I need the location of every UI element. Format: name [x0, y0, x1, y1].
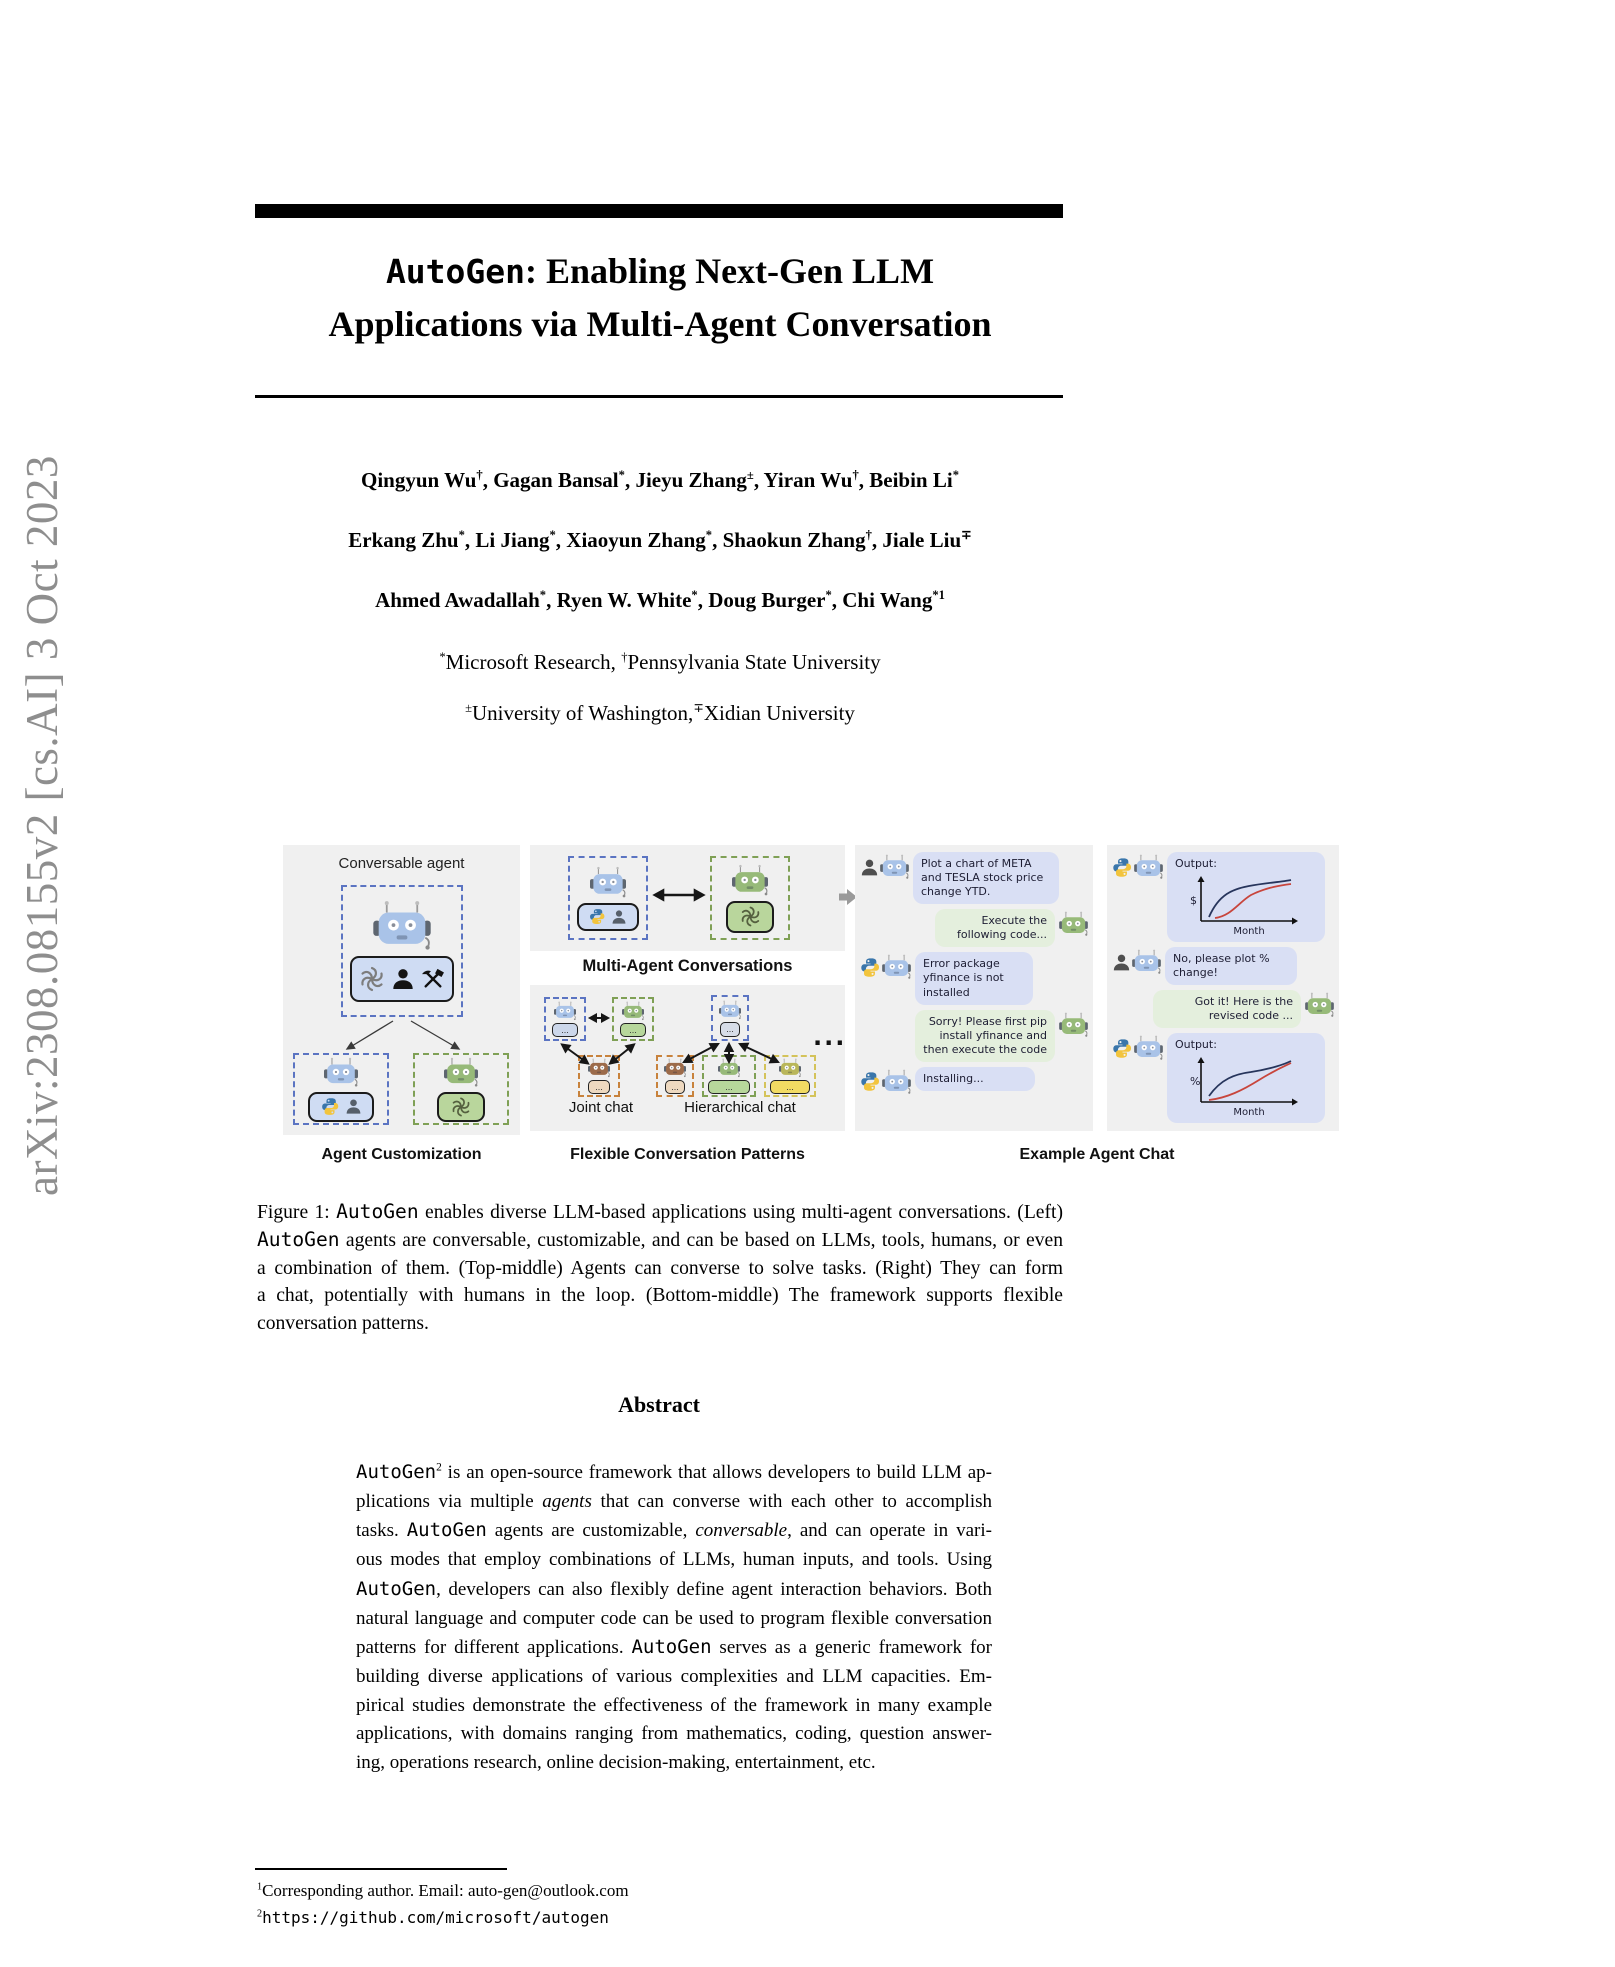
text-line	[356, 1720, 992, 1749]
text-segment: Corresponding author. Email: auto-gen@outlook.com	[262, 1881, 629, 1900]
avatar-group	[1059, 909, 1088, 937]
text-segment: AutoGen	[356, 1577, 437, 1600]
ellipsis-label: ...	[813, 1023, 847, 1051]
robot-green-icon	[718, 1058, 740, 1078]
text-line	[356, 1488, 992, 1517]
panel-chat-1	[855, 845, 1093, 1131]
python-person-pill	[308, 1092, 374, 1122]
robot-blue-icon	[1134, 854, 1163, 880]
text-segment: applications, with domains ranging from mathematics, coding, question answer-	[356, 1723, 992, 1745]
robot-blue-icon	[880, 854, 909, 880]
joint-agent-green	[612, 997, 654, 1041]
chat-bubble	[1165, 947, 1297, 985]
mini-msg-box: ...	[620, 1023, 646, 1037]
text-segment: Xidian University	[703, 701, 855, 725]
capability-pill	[350, 956, 454, 1002]
python-person-pill	[577, 903, 639, 931]
mini-msg-box: ...	[665, 1080, 685, 1094]
text-segment: , Gagan Bansal	[482, 468, 619, 492]
text-segment: ous modes that employ combinations of LLMs, human inputs, and tools. Using	[356, 1549, 992, 1571]
mini-msg-box: ...	[552, 1023, 578, 1037]
chat-row	[1112, 1033, 1334, 1123]
text-segment: : Enabling Next-Gen LLM	[525, 251, 935, 291]
chat-message-text: No, please plot % change!	[1173, 952, 1270, 980]
footnotes[interactable]	[257, 1877, 1063, 1931]
text-line	[356, 1546, 992, 1575]
text-line	[205, 528, 1115, 552]
text-segment: AutoGen	[406, 1519, 487, 1542]
chat-row	[860, 1010, 1088, 1062]
chat-row	[860, 952, 1088, 1004]
text-segment: *	[458, 528, 465, 542]
text-line	[257, 1904, 1063, 1931]
avatar-group	[860, 852, 909, 880]
caption-flexible-patterns: Flexible Conversation Patterns	[570, 1146, 805, 1163]
robot-green-icon	[732, 864, 768, 897]
chat-row	[860, 852, 1088, 904]
text-segment: ∓	[961, 528, 972, 542]
chat-row	[1112, 947, 1334, 985]
robot-olive-icon	[779, 1058, 801, 1078]
robot-blue-icon	[324, 1057, 358, 1088]
python-icon	[321, 1097, 340, 1116]
openai-icon	[358, 965, 386, 993]
text-segment: ±	[465, 701, 472, 715]
text-segment: a chat, potentially with humans in the loop. (Bottom-middle) The framework supports flexible	[257, 1285, 1063, 1307]
chat-bubble	[1167, 1033, 1325, 1123]
title-rule	[255, 395, 1063, 398]
avatar-group	[1112, 947, 1161, 975]
hier-agent-blue	[711, 995, 749, 1041]
text-segment: agents are customizable,	[486, 1520, 696, 1542]
custom-agent-llm-box	[413, 1053, 509, 1125]
chat-message-text: Output:	[1175, 1038, 1217, 1052]
text-line	[356, 1663, 992, 1692]
chat-message-text: Error package yfinance is not installed	[923, 957, 1004, 999]
text-line	[356, 1749, 992, 1778]
text-segment: , Li Jiang	[464, 528, 550, 552]
avatar-group	[1059, 1010, 1088, 1038]
text-segment: Applications via Multi-Agent Conversation	[328, 304, 992, 344]
svg-text:Month: Month	[1233, 926, 1265, 938]
openai-pill	[726, 901, 774, 933]
abstract-text	[356, 1458, 992, 1778]
text-segment: building diverse applications of various complexities and LLM capacities. Em-	[356, 1665, 992, 1687]
multi-agent-label: Multi-Agent Conversations	[582, 957, 793, 975]
text-segment: †	[621, 650, 628, 664]
chat-bubble	[935, 909, 1055, 947]
text-segment: , and can operate in vari-	[787, 1520, 992, 1542]
chat-row	[1112, 852, 1334, 942]
text-segment: , Jieyu Zhang	[624, 468, 747, 492]
text-segment: *	[549, 528, 556, 542]
joint-agent-brown	[578, 1055, 620, 1097]
text-line	[257, 1255, 1063, 1282]
robot-blue-icon	[373, 900, 431, 952]
text-segment: plications via multiple	[356, 1490, 543, 1512]
hier-agent-yellow	[764, 1055, 816, 1097]
python-icon	[1112, 857, 1133, 878]
text-line	[257, 1198, 1063, 1226]
text-segment: , Shaokun Zhang	[712, 528, 866, 552]
text-line	[205, 468, 1115, 492]
text-line	[205, 701, 1115, 725]
mini-msg-box: ...	[708, 1080, 750, 1094]
top-rule	[255, 204, 1063, 218]
text-segment: Microsoft Research,	[445, 650, 622, 674]
svg-text:Month: Month	[1233, 1107, 1265, 1119]
text-segment: a combination of them. (Top-middle) Agents can converse to solve tasks. (Right) They can form	[257, 1257, 1063, 1279]
footnote-rule	[255, 1868, 507, 1870]
text-segment: *	[439, 650, 446, 664]
text-segment: *	[539, 588, 547, 602]
hier-agent-brown	[656, 1055, 694, 1097]
person-icon	[860, 858, 879, 877]
avatar-group	[860, 952, 911, 980]
chat-row	[860, 909, 1088, 947]
text-line	[257, 1310, 1063, 1337]
robot-blue-icon	[1132, 949, 1161, 975]
openai-icon	[739, 905, 762, 928]
chat-bubble	[915, 1010, 1055, 1062]
text-segment: patterns for different applications.	[356, 1637, 632, 1659]
svg-text:$: $	[1190, 894, 1197, 908]
person-icon	[345, 1098, 362, 1115]
robot-blue-icon	[882, 954, 911, 980]
text-line	[356, 1575, 992, 1605]
chat-thread	[1107, 845, 1339, 1131]
person-icon	[1112, 953, 1131, 972]
mini-msg-box: ...	[720, 1022, 740, 1037]
text-segment: *1	[932, 588, 945, 602]
text-segment: 1	[257, 1881, 263, 1893]
text-line	[356, 1458, 992, 1488]
text-segment: , Chi Wang	[831, 588, 933, 612]
text-segment: Erkang Zhu	[348, 528, 459, 552]
person-icon	[391, 967, 415, 991]
authors	[205, 468, 1115, 648]
text-segment: *	[825, 588, 832, 602]
chat-row	[860, 1067, 1088, 1095]
caption-example-chat: Example Agent Chat	[1019, 1146, 1175, 1163]
affiliations	[205, 650, 1115, 752]
text-segment: tasks.	[356, 1520, 407, 1542]
svg-text:%: %	[1190, 1075, 1201, 1089]
text-segment: †	[852, 468, 859, 482]
text-segment: , Yiran Wu	[753, 468, 853, 492]
text-segment: 2	[436, 1461, 442, 1474]
text-segment: conversable	[695, 1520, 788, 1542]
person-icon	[611, 909, 627, 925]
robot-green-icon	[1059, 911, 1088, 937]
robot-blue-icon	[882, 1069, 911, 1095]
mini-msg-box: ...	[588, 1080, 610, 1094]
robot-blue-icon	[554, 1001, 576, 1021]
chat-thread	[855, 845, 1093, 1131]
panel-conversation-patterns	[530, 985, 845, 1131]
text-line	[356, 1692, 992, 1721]
python-icon	[860, 1071, 881, 1092]
text-line	[205, 650, 1115, 674]
text-segment: , Xiaoyun Zhang	[555, 528, 706, 552]
text-line	[356, 1605, 992, 1634]
text-segment: agents	[542, 1490, 592, 1512]
panel-multi-agent	[530, 845, 845, 951]
robot-brown-icon	[588, 1058, 610, 1078]
python-icon	[860, 957, 881, 978]
figure-1	[283, 845, 1383, 1180]
mini-line-chart	[1187, 1054, 1305, 1118]
mini-line-chart	[1187, 873, 1305, 937]
text-segment: *	[705, 528, 713, 542]
text-segment: https://github.com/microsoft/autogen	[262, 1908, 609, 1927]
chat-message-text: Installing...	[923, 1071, 984, 1085]
panel-agent-customization	[283, 845, 520, 1135]
text-segment: pirical studies demonstrate the effectiveness of the framework in many example	[356, 1694, 992, 1716]
chat-message-text: Plot a chart of META and TESLA stock price change YTD.	[921, 857, 1044, 899]
hierarchical-chat-label: Hierarchical chat	[684, 1099, 796, 1116]
text-segment: , Jiale Liu	[871, 528, 962, 552]
avatar-group	[1305, 990, 1334, 1018]
text-segment: †	[865, 528, 872, 542]
text-segment: *	[691, 588, 698, 602]
mini-msg-box: ...	[770, 1080, 810, 1094]
chat-message-text: Got it! Here is the revised code ...	[1194, 995, 1293, 1023]
chat-bubble	[915, 952, 1033, 1004]
text-segment: , Ryen W. White	[546, 588, 692, 612]
text-segment: , Doug Burger	[697, 588, 826, 612]
python-icon	[589, 908, 606, 925]
text-line	[257, 1226, 1063, 1254]
text-segment: enables diverse LLM-based applications using multi-agent conversations. (Left)	[418, 1202, 1063, 1223]
text-segment: *	[952, 468, 959, 482]
text-segment: AutoGen	[631, 1636, 712, 1659]
hier-agent-green	[702, 1055, 756, 1097]
text-segment: Qingyun Wu	[361, 468, 477, 492]
chat-bubble	[913, 852, 1059, 904]
tools-icon	[420, 966, 446, 992]
text-segment: natural language and computer code can be used to program flexible conversation	[356, 1607, 992, 1629]
text-line	[356, 1516, 992, 1546]
caption-agent-customization: Agent Customization	[321, 1146, 482, 1163]
text-segment: 2	[257, 1908, 263, 1920]
text-segment: Pennsylvania State University	[627, 650, 881, 674]
abstract-heading: Abstract	[618, 1392, 700, 1417]
joint-chat-label: Joint chat	[568, 1099, 634, 1116]
chat-message-text: Execute the following code...	[957, 914, 1047, 942]
text-line	[257, 1877, 1063, 1904]
text-segment: University of Washington,	[471, 701, 694, 725]
robot-green-icon	[1305, 992, 1334, 1018]
chat-row	[1112, 990, 1334, 1028]
text-segment: is an open-source framework that allows developers to build LLM ap-	[441, 1462, 992, 1483]
text-line	[257, 1282, 1063, 1309]
text-segment: AutoGen	[257, 1228, 340, 1252]
text-segment: *	[618, 468, 625, 482]
openai-pill	[437, 1092, 485, 1122]
figure-caption	[257, 1198, 1063, 1337]
conversable-agent-label: Conversable agent	[338, 855, 465, 872]
robot-blue-icon	[590, 866, 626, 899]
text-segment: serves as a generic framework for	[711, 1637, 993, 1659]
robot-blue-icon	[1134, 1035, 1163, 1061]
text-line	[356, 1633, 992, 1663]
text-segment: , Beibin Li	[858, 468, 953, 492]
joint-agent-blue	[544, 997, 586, 1041]
robot-brown-icon	[664, 1058, 686, 1078]
text-segment: AutoGen	[336, 1200, 419, 1223]
openai-icon	[450, 1096, 472, 1118]
robot-blue-icon	[719, 1000, 741, 1020]
text-segment: Ahmed Awadallah	[375, 588, 540, 612]
chat-bubble	[1167, 852, 1325, 942]
avatar-group	[1112, 852, 1163, 880]
chat-message-text: Sorry! Please first pip install yfinance and then execute the code	[923, 1014, 1047, 1056]
text-line	[205, 588, 1115, 612]
page-title	[210, 245, 1110, 350]
avatar-group	[860, 1067, 911, 1095]
text-segment: that can converse with each other to accomplish	[591, 1490, 992, 1512]
robot-green-icon	[444, 1057, 478, 1088]
agent-box-green	[710, 856, 790, 940]
panel-chat-2	[1107, 845, 1339, 1131]
robot-green-icon	[1059, 1012, 1088, 1038]
conversable-agent-box	[341, 885, 463, 1017]
text-segment: Figure 1:	[257, 1202, 337, 1223]
title-line-2	[210, 298, 1110, 350]
text-segment: , developers can also flexibly define agent interaction behaviors. Both	[436, 1578, 992, 1600]
text-segment: AutoGen	[356, 1461, 437, 1483]
text-segment: conversation patterns.	[257, 1312, 429, 1334]
python-icon	[1112, 1038, 1133, 1059]
text-segment: †	[476, 468, 483, 482]
title-line-1	[210, 245, 1110, 298]
agent-box-blue	[568, 856, 648, 940]
text-segment: agents are conversable, customizable, and can be based on LLMs, tools, humans, or even	[339, 1230, 1063, 1252]
avatar-group	[1112, 1033, 1163, 1061]
text-segment: ∓	[693, 701, 704, 715]
text-segment: ing, operations research, online decision-making, entertainment, etc.	[356, 1752, 876, 1774]
chat-bubble	[1153, 990, 1301, 1028]
custom-agent-human-box	[293, 1053, 389, 1125]
text-segment: AutoGen	[385, 252, 526, 291]
arxiv-watermark: arXiv:2308.08155v2 [cs.AI] 3 Oct 2023	[17, 455, 67, 1197]
text-segment: ±	[746, 468, 754, 482]
chat-message-text: Output:	[1175, 857, 1217, 870]
chat-bubble	[915, 1067, 1035, 1091]
robot-green-icon	[622, 1001, 644, 1021]
